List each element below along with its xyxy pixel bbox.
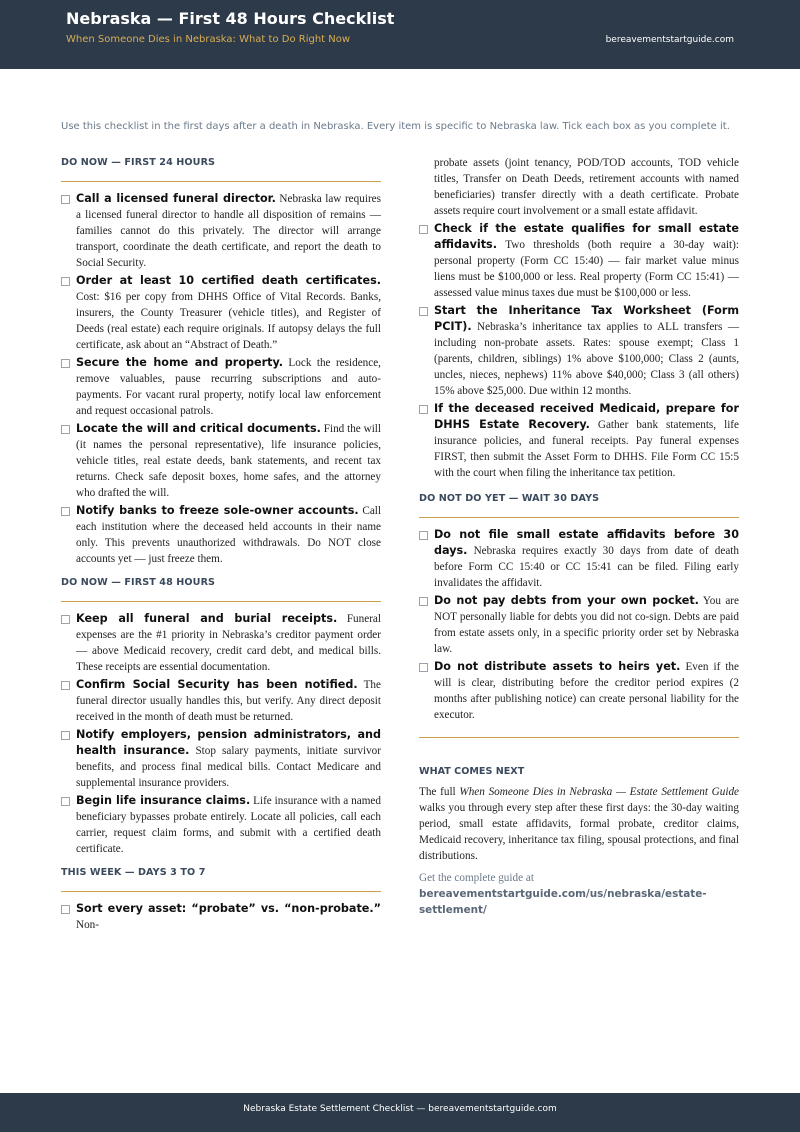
checkbox[interactable] <box>61 797 70 806</box>
item-text: The funeral director usually handles this, but verify. Any direct deposit received in the month of death must be returned. <box>76 679 381 723</box>
item-title: Do not pay debts from your own pocket. <box>434 594 699 607</box>
section-do-not-do-yet <box>419 491 739 723</box>
checklist-item <box>61 901 381 933</box>
checkbox[interactable] <box>61 681 70 690</box>
item-text: Two thresholds (both require a 30-day wait): personal property (Form CC 15:40) — fair market value minus liens must be $100,000 or less. Real property (Form CC 15:41) — assessed value minus taxes due must be $100,000 or less. <box>434 239 739 299</box>
checkbox[interactable] <box>61 359 70 368</box>
checklist-item <box>419 527 739 591</box>
checkbox[interactable] <box>419 597 428 606</box>
item-title: Notify banks to freeze sole-owner accounts. <box>76 504 359 517</box>
checkbox[interactable] <box>61 277 70 286</box>
section-heading: THIS WEEK — DAYS 3 TO 7 <box>61 865 381 892</box>
item-title: Sort every asset: “probate” vs. “non-probate.” <box>76 902 381 915</box>
section-first-48-hours <box>61 575 381 857</box>
checkbox[interactable] <box>419 663 428 672</box>
checkbox[interactable] <box>419 405 428 414</box>
checklist-item <box>61 611 381 675</box>
checklist <box>419 221 739 481</box>
checklist <box>61 191 381 567</box>
page-subtitle: When Someone Dies in Nebraska: What to Do Right Now <box>66 34 351 45</box>
checklist-item <box>61 503 381 567</box>
checklist-item <box>419 221 739 301</box>
item-title: Order at least 10 certified death certificates. <box>76 274 381 287</box>
section-heading: DO NOW — FIRST 48 HOURS <box>61 575 381 602</box>
checklist-item <box>419 303 739 399</box>
divider <box>419 737 739 738</box>
checklist-item <box>61 355 381 419</box>
item-title: Confirm Social Security has been notified. <box>76 678 358 691</box>
item-title: Notify employers, pension administrators, and health insurance. <box>76 728 381 757</box>
item-text: Nebraska’s inheritance tax applies to ALL transfers — including non-probate assets. Rates: spouse exempt; Class 1 (parents, children, siblings) 1% above $100,000; Class 2 (aunts, uncles, nieces, nephews) 11% above $40,000; Class 3 (all others) 15% above $25,000. Due within 12 months. <box>434 321 740 397</box>
item-title: Secure the home and property. <box>76 356 283 369</box>
next-post: walks you through every step after these first days: the 30-day waiting period, small estate affidavits, formal probate, creditor claims, Medicaid recovery, inheritance tax filing, spousal protections, and final distributions. <box>419 802 739 862</box>
item-title: Do not file small estate affidavits before 30 days. <box>434 528 739 557</box>
guide-title: When Someone Dies in Nebraska — Estate Settlement Guide <box>459 786 739 798</box>
checkbox[interactable] <box>61 425 70 434</box>
checklist <box>61 611 381 857</box>
page-footer <box>0 1093 800 1132</box>
checklist <box>61 901 381 933</box>
checkbox[interactable] <box>419 225 428 234</box>
item-title: Check if the estate qualifies for small estate affidavits. <box>434 222 739 251</box>
checkbox[interactable] <box>61 731 70 740</box>
item-text: Even if the will is clear, distributing before the creditor period expires (2 months after publishing notice) can create personal liability for the executor. <box>434 661 739 721</box>
checklist-item <box>419 401 739 481</box>
item-title: Locate the will and critical documents. <box>76 422 321 435</box>
left-column <box>61 155 381 935</box>
page-title: Nebraska — First 48 Hours Checklist <box>66 9 395 28</box>
checklist-item <box>61 191 381 271</box>
checkbox[interactable] <box>61 195 70 204</box>
checkbox[interactable] <box>61 507 70 516</box>
section-heading: DO NOW — FIRST 24 HOURS <box>61 155 381 182</box>
item-title: Start the Inheritance Tax Worksheet (Form PCIT). <box>434 304 739 333</box>
checkbox[interactable] <box>419 307 428 316</box>
checklist-item <box>419 659 739 723</box>
item-text: You are NOT personally liable for debts you did not co-sign. Debts are paid from estate assets only, in a specific priority order set by Nebraska law. <box>434 595 739 655</box>
item-text: Call each institution where the deceased held accounts in their name only. This prevents unauthorized withdrawals. Do NOT close accounts yet — just freeze them. <box>76 505 382 565</box>
item-text: Nebraska requires exactly 30 days from date of death before Form CC 15:40 or CC 15:41 can be filed. Filing early invalidates the affidavit. <box>434 545 739 589</box>
item-text: Stop salary payments, initiate survivor benefits, and process final medical bills. Contact Medicare and supplemental insurance providers. <box>76 745 381 789</box>
cta-link[interactable]: bereavementstartguide.com/us/nebraska/estate-settlement/ <box>419 888 707 916</box>
item-text: Find the will (it names the personal representative), life insurance policies, vehicle titles, real estate deeds, bank statements, and recent tax returns. Check safe deposit boxes, home safes, and the attorney who drafted the will. <box>76 423 382 499</box>
checklist-item <box>61 793 381 857</box>
item-title: Begin life insurance claims. <box>76 794 251 807</box>
item-title: If the deceased received Medicaid, prepare for DHHS Estate Recovery. <box>434 402 739 431</box>
item-title: Do not distribute assets to heirs yet. <box>434 660 681 673</box>
item-text: Cost: $16 per copy from DHHS Office of Vital Records. Banks, insurers, the County Treasurer (vehicle titles), and Register of Deeds (real estate) each require originals. If autopsy delays the full certificate, ask about an “Abstract of Death.” <box>76 291 381 351</box>
checkbox[interactable] <box>61 615 70 624</box>
cta-label: Get the complete guide at <box>419 872 534 884</box>
section-first-24-hours <box>61 155 381 567</box>
item-text: Non- <box>76 919 99 931</box>
item-title: Keep all funeral and burial receipts. <box>76 612 338 625</box>
checklist-item <box>419 593 739 657</box>
checklist-item <box>61 421 381 501</box>
checkbox[interactable] <box>61 905 70 914</box>
section-this-week <box>61 865 381 933</box>
next-pre: The full <box>419 786 456 798</box>
item-text: Nebraska law requires a licensed funeral director to handle all disposition of remains — families cannot do this privately. The director will arrange transport, coordinate the death certificate, and report the death to Social Security. <box>76 193 381 269</box>
checklist-item <box>61 727 381 791</box>
item-text: Funeral expenses are the #1 priority in Nebraska’s creditor payment order — above Medicaid recovery, credit card debt, and medical bills. These receipts are essential documentation. <box>76 613 382 673</box>
checklist-item <box>61 677 381 725</box>
what-comes-next-body <box>419 784 739 864</box>
intro-text: Use this checklist in the first days after a death in Nebraska. Every item is specific to Nebraska law. Tick each box as you complete it. <box>61 121 730 132</box>
checklist-item <box>61 273 381 353</box>
section-heading: DO NOT DO YET — WAIT 30 DAYS <box>419 491 739 518</box>
checklist <box>419 527 739 723</box>
site-link[interactable]: bereavementstartguide.com <box>605 35 734 45</box>
continued-text: probate assets (joint tenancy, POD/TOD accounts, TOD vehicle titles, Transfer on Death Deeds, retirement accounts with named beneficiaries) transfer directly with a death certificate. Probate assets require court involvement or a small estate affidavit. <box>434 157 739 217</box>
what-comes-next-heading: WHAT COMES NEXT <box>419 766 525 777</box>
item-text: Gather bank statements, life insurance policies, and funeral receipts. Pay funeral expenses FIRST, then submit the Asset Form to DHHS. File Form CC 15:5 with the court when filing the inheritance tax petition. <box>434 419 739 479</box>
page-header <box>0 0 800 69</box>
item-text: Lock the residence, remove valuables, pause recurring subscriptions and auto-payments. For vacant rural property, notify local law enforcement and request occasional patrols. <box>76 357 381 417</box>
item-title: Call a licensed funeral director. <box>76 192 276 205</box>
footer-text: Nebraska Estate Settlement Checklist — bereavementstartguide.com <box>243 1104 557 1114</box>
item-text: Life insurance with a named beneficiary bypasses probate entirely. Locate all policies, call each carrier, request claim forms, and submit with a certified death certificate. <box>76 795 381 855</box>
right-column <box>419 155 739 918</box>
checkbox[interactable] <box>419 531 428 540</box>
